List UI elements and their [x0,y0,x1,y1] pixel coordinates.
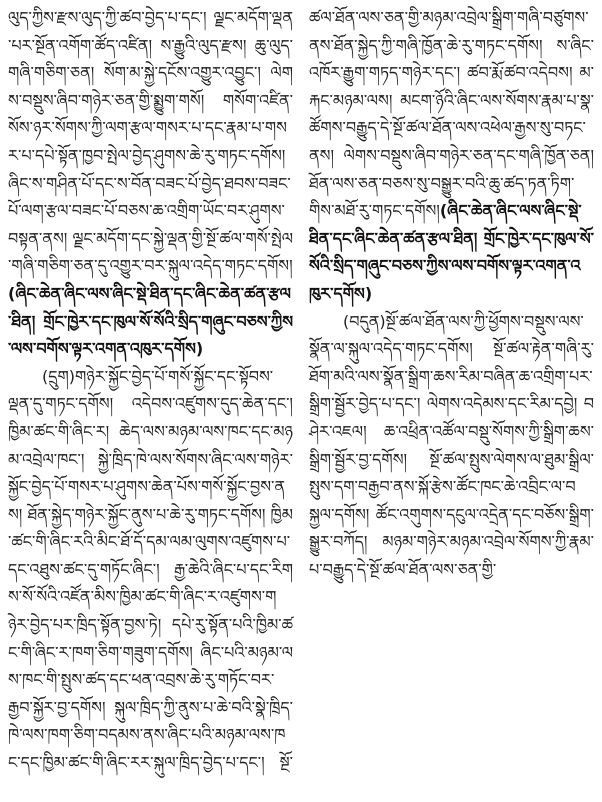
bold-annotation: (ཞིང་ཆེན་ཞིང་ལས་ཞིང་སྡེ་ཐིན་དང་ཞིང་ཆེན་ཚན་རྩལ་ཐིན། གྲོང་ཁྱེར་དང་ཁུལ་སོ་སོའི་སྲིད་གཞུང་བཅས་ཀྱིས་ལས་བགོས་ལྟར་འགན་འཁུར་དགོས) [309,201,594,303]
text-run: (བདུན)སྔོ་ཚལ་ཐོན་ལས་ཀྱི་ཕྱོགས་བསྡུས་ལས་སྣོན་ལ་སྐུལ་འདེད་གཏང་དགོས། སྔོ་ཚལ་རྟེན་གཞི་རུ་ཐོག་མའི་ལས་སྣོན་སྒྲིག་ཆས་རིམ་བཞིན་ཆ་འགྲིག་པར་སྒྲིག་སྦྱོར་བྱེད་པ་དང་། ལེགས་འདེམས་དང་རིམ་དབྱེ། བཤེར་འཇལ། ཆ་འཕྲིན་འཚོལ་བསྡུ་སོགས་ཀྱི་སྒྲིག་ཆས་སྒྲིག་སྦྱོར་བྱ་དགོས། སྔོ་ཚལ་སྤུས་ལེགས་ལ་ཐུམ་སྒྲིལ་སྤུས་དག་བརྒྱབ་ནས་སྐོ་རྩེས་ཚོང་ཁང་ཆེ་འབྲིང་ལ་བསྐྱལ་དགོས། ཚོང་འགུགས་དངུལ་འདྲེན་དང་བཅོས་སྒྲིག་སྒྱུར་བཀོད། མཉམ་གཉེར་མཉམ་འབྲེལ་སོགས་ཀྱི་རྣམ་པ་བརྒྱུད་དེ་སྔོ་ཚལ་ཐོན་ལས་ཅན་གྱི་ [309,311,594,579]
bold-annotation: (ཞིང་ཆེན་ཞིང་ལས་ཞིང་སྡེ་ཐིན་དང་ཞིང་ཆེན་ཚན་རྩལ་ཐིན། གྲོང་ཁྱེར་དང་ཁུལ་སོ་སོའི་སྲིད་གཞུང་བཅས་ཀྱིས་ལས་བགོས་ལྟར་འགན་འཁུར་དགོས) [8,283,293,359]
text-run: (དྲུག)གཉེར་སྐྱོང་བྱེད་པོ་གསོ་སྐྱོང་དང་སྟོབས་ལྡན་དུ་གཏང་དགོས། འདེབས་འཛུགས་དུད་ཆེན་དང་། ཁྱིམ་ཚང་གི་ཞིང་ར། ཆེད་ལས་མཉམ་ལས་ཁང་དང་མཉམ་འབྲེལ་ཁང་། སྐྱེ་ཁྲིད་ཁེ་ལས་སོགས་ཞིང་ལས་གཉེར་སྐྱོང་བྱེད་པོ་གསར་པ་ཤུགས་ཆེན་པོས་གསོ་སྐྱོང་བྱས་ནས། ཐོན་སྐྱེད་གཉེར་སྐྱོང་ནུས་པ་ཆེ་རུ་གཏང་དགོས། ཁྱིམ་ཚང་གི་ཞིང་རའི་མིང་ཐོ་དོ་དམ་ལམ་ལུགས་འཛུགས་པ་དང་འཐུས་ཚང་དུ་གཏོང་ཞིང་། རྒྱ་ཆེའི་ཞིང་པ་དང་རིགས་སོ་སོའི་འཛོན་མིས་ཁྱིམ་ཚང་གི་ཞིང་ར་འཛུགས་གཉེར་བྱེད་པར་ཁྲིད་སྟོན་བྱས་ཏེ། དཔེ་རུ་སྟོན་པའི་ཁྱིམ་ཚང་གི་ཞིང་ར་ཁག་ཅིག་གཟུག་དགོས། ཞིང་པའི་མཉམ་ལས་ཁང་གི་སྤུས་ཚད་དང་ཕན་འབྲས་ཆེ་རུ་གཏོང་བར་རྒྱབ་སྐྱོར་བྱ་དགོས། སྐུལ་ཁྲིད་ཀྱི་ནུས་པ་ཆེ་བའི་སྣེ་ཁྲིད་ཁེ་ལས་ཁག་ཅིག་བདམས་ནས་ཞིང་པའི་མཉམ་ལས་ཁང་དང་ཁྱིམ་ཚང་གི་ཞིང་རར་སྐུལ་ཁྲིད་བྱེད་པ་དང་། སྔོ་ཚལ་ཐོན་ལས་ཅན་གྱི་མཉམ་འབྲེལ་སྒྲིག་གཞི་བཙུགས་ནས་ཐོན་སྐྱེད་ཀྱི་གཞི་ཁྱོན་ཆེ་རུ་གཏང་དགོས། ས་ཞིང་འཁོར་རྒྱུག་གཏད་གཉེར་དང་། ཚབ་རྨོ་ཚབ་འདེབས། མ་རྐང་མཉམ་ལས། མངག་ཉོའི་ཞིང་ལས་སོགས་རྣམ་པ་སྣ་ཚོགས་བརྒྱུད་དེ་སྔོ་ཚལ་ཐོན་ལས་འཕེལ་རྒྱས་སུ་བཏང་ནས། ལེགས་བསྡུས་ཞིབ་གཉེར་ཅན་དང་གཞི་ཁྱོན་ཅན། ཐོན་ལས་ཅན་བཅས་སུ་བསྒྱུར་བའི་ཆུ་ཚད་ཏན་ཏིག་གིས་མཐོ་རུ་གཏང་དགོས། [8,8,594,773]
text-run: ལུད་ཀྱིས་རྫས་ལུད་ཀྱི་ཚབ་བྱེད་པ་དང་། ལྗང་མདོག་ལྡན་པར་སྔོན་འགོག་ཚོད་འཛིན། ས་རྒྱུའི་ལུད་རྫས། ཆུ་ལུད་གཞི་གཅིག་ཅན། སོག་མ་སྐྱེ་དངོས་འགྱུར་འབྱུང་། ལེགས་བསྡུས་ཞིབ་གཉེར་ཅན་གྱི་སྨྱུག་གསོ། གསོག་འཛིན་སོས་ཉར་སོགས་ཀྱི་ལག་རྩལ་གསར་པ་དང་རྣམ་པ་གསར་པ་དཔེ་སྟོན་ཁྱབ་སྤེལ་བྱེད་ཤུགས་ཆེ་རུ་གཏང་དགོས། ཞིང་ས་གཤིན་པོ་དང་ས་བོན་བཟང་པོ་བྱེད་ཐབས་བཟང་པོ་ལག་རྩལ་བཟང་པོ་བཅས་ཆ་འགྲིག་ཡོང་བར་ཤུགས་བསྟན་ནས། ལྗང་མདོག་དང་སྐྱེ་ལྡན་གྱི་སྔོ་ཚལ་གསོ་སྤེལ་གཞི་གཅིག་ཅན་དུ་འགྱུར་བར་སྐུལ་འདེད་གཏང་དགོས། [8,8,293,276]
paragraph [309,308,594,584]
two-column-text-body [8,4,594,802]
paragraph [8,4,293,363]
